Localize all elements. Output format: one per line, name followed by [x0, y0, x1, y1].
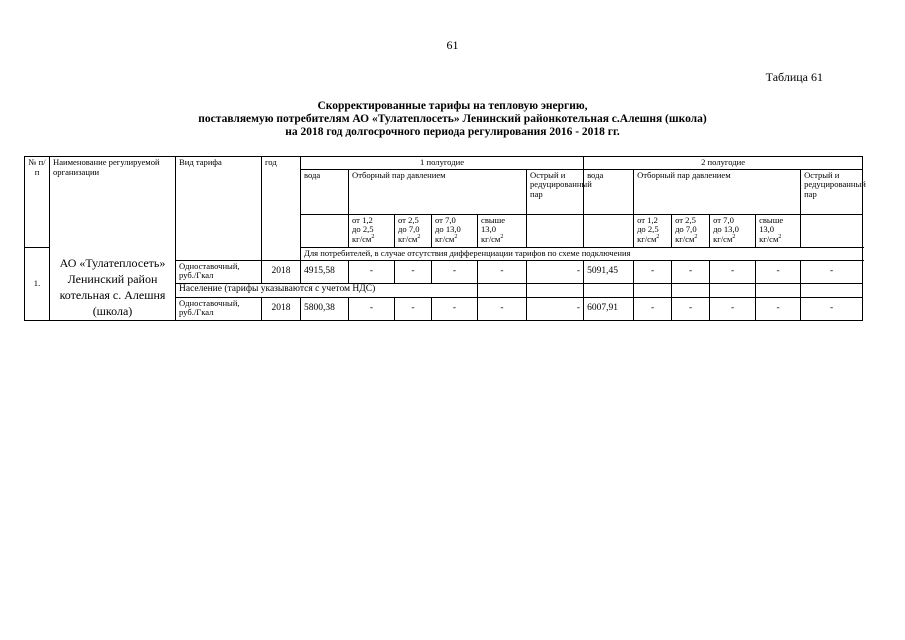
- header-half-2: 2 полугодие: [584, 157, 863, 170]
- year-cell: 2018: [262, 297, 301, 320]
- title-line-1: Скорректированные тарифы на тепловую энергию,: [317, 100, 588, 112]
- section-2-empty-8: [801, 284, 863, 297]
- h1-p3-cell: -: [432, 297, 478, 320]
- h1-p2-cell: -: [395, 260, 432, 283]
- h2-p4-cell: -: [756, 297, 801, 320]
- header-row-1: [25, 157, 863, 170]
- header-steam-2: Отборный пар давлением: [634, 169, 801, 214]
- header-sharp-1-sub: [527, 214, 584, 247]
- h2-p1-cell: -: [634, 297, 672, 320]
- header-p2-2: от 2,5 до 7,0 $кг/см^2$: [672, 214, 710, 247]
- section-2-empty-1: [478, 284, 527, 297]
- h1-p4-cell: -: [478, 297, 527, 320]
- header-half-1: 1 полугодие: [301, 157, 584, 170]
- table-label: Таблица 61: [765, 70, 823, 84]
- header-year: год: [262, 157, 301, 261]
- section-1-row: [25, 247, 863, 260]
- header-sharp-steam-2: Острый и редуцированный пар: [801, 169, 863, 214]
- header-p2-1: от 2,5 до 7,0 $кг/см^2$: [395, 214, 432, 247]
- h1-sharp-cell: -: [527, 260, 584, 283]
- header-steam-1: Отборный пар давлением: [349, 169, 527, 214]
- section-2-empty-6: [710, 284, 756, 297]
- section-1-label: Для потребителей, в случае отсутствия дифференциации тарифов по схеме подключения: [301, 247, 863, 260]
- header-water-1-sub: [301, 214, 349, 247]
- h2-p2-cell: -: [672, 297, 710, 320]
- section-2-empty-3: [584, 284, 634, 297]
- tariff-type-cell: Одноставочный, руб./Гкал: [176, 260, 262, 283]
- h2-sharp-cell: -: [801, 260, 863, 283]
- title-line-2: поставляемую потребителям АО «Тулатеплосеть» Ленинский районкотельная с.Алешня (школа): [198, 113, 707, 125]
- h2-sharp-cell: -: [801, 297, 863, 320]
- header-p1-1: от 1,2 до 2,5 $кг/см^2$: [349, 214, 395, 247]
- section-2-empty-5: [672, 284, 710, 297]
- header-num: № п/п: [25, 157, 50, 248]
- h1-p3-cell: -: [432, 260, 478, 283]
- row-number: 1.: [25, 247, 50, 321]
- h1-p1-cell: -: [349, 297, 395, 320]
- org-name: АО «Тулатеплосеть» Ленинский район котельная с. Алешня (школа): [50, 247, 176, 321]
- header-water-1: вода: [301, 169, 349, 214]
- h1-sharp-cell: -: [527, 297, 584, 320]
- tariff-table: [24, 156, 866, 321]
- section-2-empty-4: [634, 284, 672, 297]
- header-sharp-2-sub: [801, 214, 863, 247]
- h2-p3-cell: -: [710, 260, 756, 283]
- header-sharp-steam-1: Острый и редуцированный пар: [527, 169, 584, 214]
- h1-water-cell: 4915,58: [301, 260, 349, 283]
- header-tariff-type: Вид тарифа: [176, 157, 262, 261]
- header-p4-2: свыше 13,0 $кг/см^2$: [756, 214, 801, 247]
- header-water-2: вода: [584, 169, 634, 214]
- tariff-type-cell: Одноставочный, руб./Гкал: [176, 297, 262, 320]
- h2-p3-cell: -: [710, 297, 756, 320]
- document-title: [0, 100, 905, 139]
- h1-p1-cell: -: [349, 260, 395, 283]
- h2-p4-cell: -: [756, 260, 801, 283]
- year-cell: 2018: [262, 260, 301, 283]
- header-p4-1: свыше 13,0 $кг/см^2$: [478, 214, 527, 247]
- section-2-empty-7: [756, 284, 801, 297]
- h1-p4-cell: -: [478, 260, 527, 283]
- header-water-2-sub: [584, 214, 634, 247]
- header-p1-2: от 1,2 до 2,5 $кг/см^2$: [634, 214, 672, 247]
- title-line-3: на 2018 год долгосрочного периода регулирования 2016 - 2018 гг.: [285, 126, 620, 138]
- h2-water-cell: 5091,45: [584, 260, 634, 283]
- header-org-name: Наименование регулируемой организации: [50, 157, 176, 248]
- section-2-empty-2: [527, 284, 584, 297]
- page-number: 61: [446, 38, 459, 52]
- header-p3-2: от 7,0 до 13,0 $кг/см^2$: [710, 214, 756, 247]
- h1-water-cell: 5800,38: [301, 297, 349, 320]
- h2-p2-cell: -: [672, 260, 710, 283]
- h2-water-cell: 6007,91: [584, 297, 634, 320]
- section-2-label: Население (тарифы указываются с учетом НДС): [176, 284, 478, 297]
- header-p3-1: от 7,0 до 13,0 $кг/см^2$: [432, 214, 478, 247]
- h2-p1-cell: -: [634, 260, 672, 283]
- h1-p2-cell: -: [395, 297, 432, 320]
